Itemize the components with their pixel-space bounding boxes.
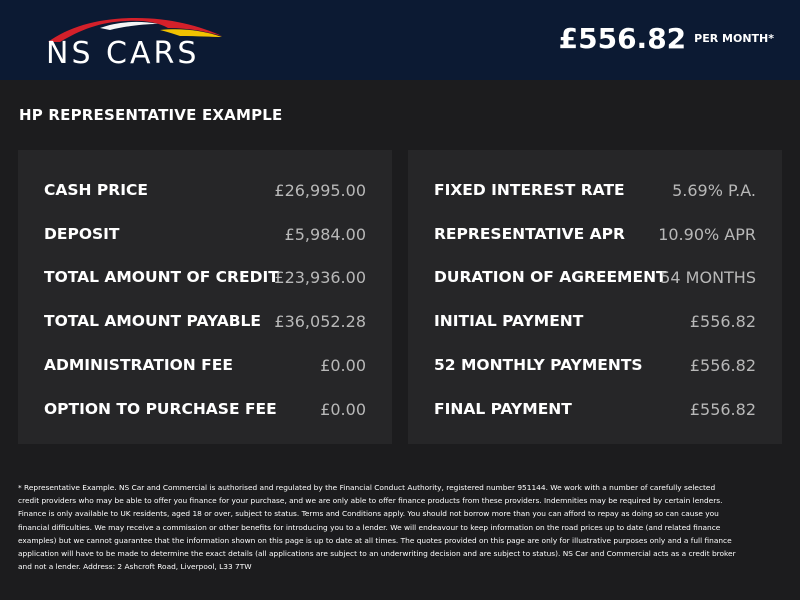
row-label: TOTAL AMOUNT PAYABLE <box>44 312 261 330</box>
row-value: £23,936.00 <box>274 268 366 287</box>
row-label: DURATION OF AGREEMENT <box>434 268 667 286</box>
row-value: £556.82 <box>689 312 756 331</box>
row-label: FIXED INTEREST RATE <box>434 181 625 199</box>
row-label: TOTAL AMOUNT OF CREDIT <box>44 268 279 286</box>
row-value: £5,984.00 <box>284 225 366 244</box>
finance-panel-left <box>18 150 392 444</box>
finance-panel-right <box>408 150 782 444</box>
finance-row <box>408 396 782 424</box>
finance-row <box>18 221 392 249</box>
row-label: INITIAL PAYMENT <box>434 312 584 330</box>
logo-wordmark: NS CARS <box>46 36 200 71</box>
row-value: 10.90% APR <box>658 225 756 244</box>
row-label: FINAL PAYMENT <box>434 400 572 418</box>
row-label: CASH PRICE <box>44 181 148 199</box>
ns-cars-logo[interactable] <box>40 12 230 72</box>
section-title: HP REPRESENTATIVE EXAMPLE <box>19 106 283 124</box>
finance-row <box>18 396 392 424</box>
finance-row <box>408 177 782 205</box>
row-label: 52 MONTHLY PAYMENTS <box>434 356 643 374</box>
row-value: £26,995.00 <box>274 181 366 200</box>
row-value: £36,052.28 <box>274 312 366 331</box>
row-value: 5.69% P.A. <box>672 181 756 200</box>
finance-row <box>18 352 392 380</box>
row-value: £0.00 <box>320 400 366 419</box>
finance-row <box>408 221 782 249</box>
finance-row <box>408 352 782 380</box>
header-bar <box>0 0 800 80</box>
row-label: OPTION TO PURCHASE FEE <box>44 400 277 418</box>
row-value: £556.82 <box>689 356 756 375</box>
finance-row <box>408 264 782 292</box>
monthly-price <box>559 22 774 62</box>
finance-row <box>18 177 392 205</box>
row-label: ADMINISTRATION FEE <box>44 356 233 374</box>
finance-row <box>18 308 392 336</box>
price-amount: £556.82 <box>558 22 687 55</box>
row-label: REPRESENTATIVE APR <box>434 225 625 243</box>
finance-disclaimer: * Representative Example. NS Car and Commercial is authorised and regulated by the Financial Conduct Authority, registered number 951144. We work with a number of carefully selected credit providers who may be able to offer you finance for your purchase, and we are only able to offer finance products from these providers. Indemnities may be required by certain lenders. Finance is only available to UK residents, aged 18 or over, subject to status. Terms and Conditions apply. You should not borrow more than you can afford to repay as doing so can cause you financial difficulties. We may receive a commission or other benefits for introducing you to a lender. We will endeavour to keep information on the road prices up to date (and related finance examples) but we cannot guarantee that the information shown on this page is up to date at all times. The quotes provided on this page are only for illustrative purposes only and a full finance application will have to be made to determine the exact details (all applications are subject to an underwriting decision and are subject to status). NS Car and Commercial acts as a credit broker and not a lender. Address: 2 Ashcroft Road, Liverpool, L33 7TW <box>18 483 736 572</box>
row-value: 54 MONTHS <box>660 268 756 287</box>
price-suffix: PER MONTH* <box>694 32 774 45</box>
finance-row <box>18 264 392 292</box>
row-value: £0.00 <box>320 356 366 375</box>
row-value: £556.82 <box>689 400 756 419</box>
finance-row <box>408 308 782 336</box>
row-label: DEPOSIT <box>44 225 120 243</box>
